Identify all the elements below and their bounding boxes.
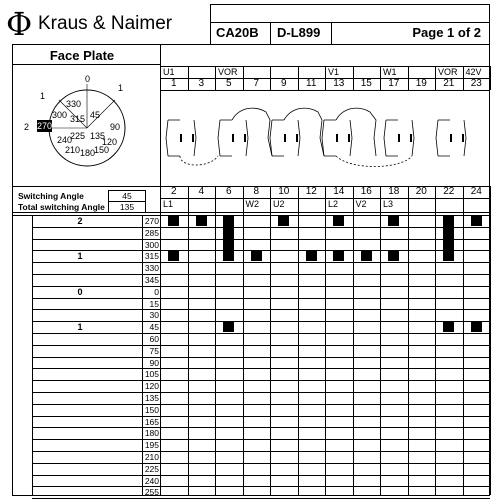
total-angle-label: Total switching Angle <box>18 202 105 212</box>
contact-closed-mark <box>333 251 344 261</box>
angle-value: 240 <box>144 475 159 486</box>
grid-line <box>490 66 491 90</box>
dial-label-330: 330 <box>66 99 82 109</box>
angle-value: 120 <box>144 381 159 392</box>
grid-line <box>353 186 354 495</box>
switching-angle-label: Switching Angle <box>18 191 84 201</box>
row-line <box>32 486 490 487</box>
terminal-top-number: 23 <box>470 78 482 89</box>
angle-value: 330 <box>144 263 159 274</box>
contact-closed-mark <box>361 251 372 261</box>
terminal-bottom-number: 6 <box>225 186 232 197</box>
dial-label-135: 135 <box>90 131 106 141</box>
bottom-label: L1 <box>163 199 174 209</box>
grid-line <box>463 186 464 495</box>
row-line <box>32 427 490 428</box>
terminal-top-number: 3 <box>198 78 205 89</box>
contact-closed-mark <box>168 251 179 261</box>
wiring-diagram <box>160 90 490 186</box>
angle-value: 225 <box>144 463 159 474</box>
terminal-top-number: 5 <box>225 78 232 89</box>
row-line <box>32 416 490 417</box>
row-line <box>32 262 490 263</box>
top-label: W1 <box>383 67 397 77</box>
angle-value: 105 <box>144 369 159 380</box>
model-number: CA20B <box>216 25 259 40</box>
angle-value: 195 <box>144 440 159 451</box>
terminal-top-number: 21 <box>443 78 455 89</box>
page-indicator: Page 1 of 2 <box>412 25 481 40</box>
terminal-bottom-number: 10 <box>278 186 290 197</box>
contact-closed-mark <box>471 216 482 226</box>
top-label: VOR <box>438 67 458 77</box>
top-label: U1 <box>163 67 175 77</box>
terminal-top-number: 15 <box>360 78 372 89</box>
angle-value: 75 <box>149 345 159 356</box>
contact-closed-mark <box>471 322 482 332</box>
terminal-bottom-number: 12 <box>305 186 317 197</box>
terminal-bottom-number: 4 <box>198 186 205 197</box>
row-line <box>32 404 490 405</box>
position-label: 0 <box>77 286 83 297</box>
dial-label-0: 0 <box>85 74 91 84</box>
angle-value: 60 <box>149 334 159 344</box>
dial-label-225: 225 <box>70 131 86 141</box>
bottom-label: L2 <box>328 199 339 209</box>
grid-line <box>215 186 216 495</box>
row-line <box>32 380 490 381</box>
angle-value: 255 <box>144 487 159 498</box>
row-line <box>32 227 490 228</box>
row-line <box>32 274 490 275</box>
dial-label-240: 240 <box>57 135 73 145</box>
contact-closed-mark <box>388 251 399 261</box>
bottom-label: W2 <box>245 199 259 209</box>
grid-line <box>298 186 299 495</box>
row-line <box>32 368 490 369</box>
contact-closed-mark <box>333 216 344 226</box>
grid-line <box>270 186 271 495</box>
dial-label-210: 210 <box>65 145 81 155</box>
terminal-bottom-number: 2 <box>170 186 177 197</box>
grid-line <box>490 186 491 495</box>
row-line <box>32 298 490 299</box>
contact-closed-mark <box>443 216 454 261</box>
row-line <box>32 451 490 452</box>
terminal-top-number: 1 <box>170 78 177 89</box>
dial-center-label: 270 <box>37 121 53 131</box>
terminal-top-number: 19 <box>415 78 427 89</box>
bottom-label: L3 <box>383 199 394 209</box>
grid-line <box>380 186 381 495</box>
top-label: V1 <box>328 67 340 77</box>
contact-closed-mark <box>278 216 289 226</box>
total-angle-value: 135 <box>108 201 146 213</box>
contact-closed-mark <box>223 322 234 332</box>
angle-value: 210 <box>144 452 159 462</box>
contact-closed-mark <box>251 251 262 261</box>
row-line <box>32 345 490 346</box>
row-line <box>32 463 490 464</box>
row-line <box>32 321 490 322</box>
grid-line <box>243 186 244 495</box>
dial-label-180: 180 <box>80 148 96 158</box>
dial-label-120: 120 <box>102 137 118 147</box>
angle-value: 150 <box>144 404 159 415</box>
angle-value: 45 <box>149 322 159 333</box>
row-line <box>32 239 490 240</box>
dial-label-90: 90 <box>110 122 121 132</box>
angle-value: 315 <box>144 251 159 262</box>
terminal-bottom-number: 16 <box>360 186 372 197</box>
row-line <box>32 439 490 440</box>
terminal-bottom-number: 18 <box>388 186 400 197</box>
dial-label-45: 45 <box>90 110 101 120</box>
position-label: 1 <box>77 322 83 333</box>
brand-name: Kraus & Naimer <box>38 13 173 34</box>
position-label: 1 <box>77 251 83 262</box>
dial-label-1b: 1 <box>40 91 46 101</box>
angle-value: 345 <box>144 275 159 285</box>
angle-value: 180 <box>144 428 159 439</box>
bottom-label: V2 <box>355 199 367 209</box>
angle-value: 30 <box>149 310 159 321</box>
terminal-top-number: 7 <box>253 78 260 89</box>
dial-label-1: 1 <box>118 83 124 93</box>
row-line <box>32 286 490 287</box>
angle-value: 15 <box>149 298 159 309</box>
angle-value: 300 <box>144 239 159 250</box>
dial-label-300: 300 <box>52 110 68 120</box>
angle-value: 165 <box>144 416 159 427</box>
grid-line <box>408 186 409 495</box>
row-line <box>32 498 490 499</box>
angle-value: 270 <box>144 216 159 226</box>
grid-line <box>325 186 326 495</box>
switching-angle-value: 45 <box>108 190 146 202</box>
terminal-bottom-number: 8 <box>253 186 260 197</box>
contact-closed-mark <box>306 251 317 261</box>
logo-symbol: Φ <box>6 5 33 43</box>
angle-value: 90 <box>149 357 159 368</box>
contact-closed-mark <box>196 216 207 226</box>
terminal-top-number: 17 <box>388 78 400 89</box>
terminal-top-number: 9 <box>280 78 287 89</box>
angle-value: 285 <box>144 227 159 238</box>
contact-closed-mark <box>443 322 454 332</box>
position-label: 2 <box>77 216 83 226</box>
terminal-bottom-number: 20 <box>415 186 427 197</box>
contact-closed-mark <box>223 216 234 261</box>
grid-line <box>188 186 189 495</box>
angle-value: 0 <box>154 286 159 297</box>
terminal-bottom-number: 14 <box>333 186 345 197</box>
terminal-top-number: 13 <box>333 78 345 89</box>
terminal-top-number: 11 <box>306 78 317 89</box>
grid-line <box>32 215 33 495</box>
row-line <box>32 475 490 476</box>
dial-label-315: 315 <box>70 114 86 124</box>
grid-line <box>435 186 436 495</box>
angle-value: 135 <box>144 393 159 403</box>
row-line <box>32 392 490 393</box>
drawing-number: D-L899 <box>277 25 321 40</box>
grid-line <box>160 186 161 495</box>
dial-label-2: 2 <box>24 122 30 132</box>
terminal-bottom-number: 22 <box>443 186 455 197</box>
top-label: 42V <box>465 67 482 77</box>
bottom-label: U2 <box>273 199 285 209</box>
contact-closed-mark <box>168 216 179 226</box>
contact-closed-mark <box>388 216 399 226</box>
terminal-bottom-number: 24 <box>470 186 482 197</box>
dial-label-150: 150 <box>94 145 110 155</box>
top-label: VOR <box>218 67 238 77</box>
row-line <box>32 357 490 358</box>
face-plate-title: Face Plate <box>49 48 115 63</box>
row-line <box>32 333 490 334</box>
row-line <box>32 309 490 310</box>
